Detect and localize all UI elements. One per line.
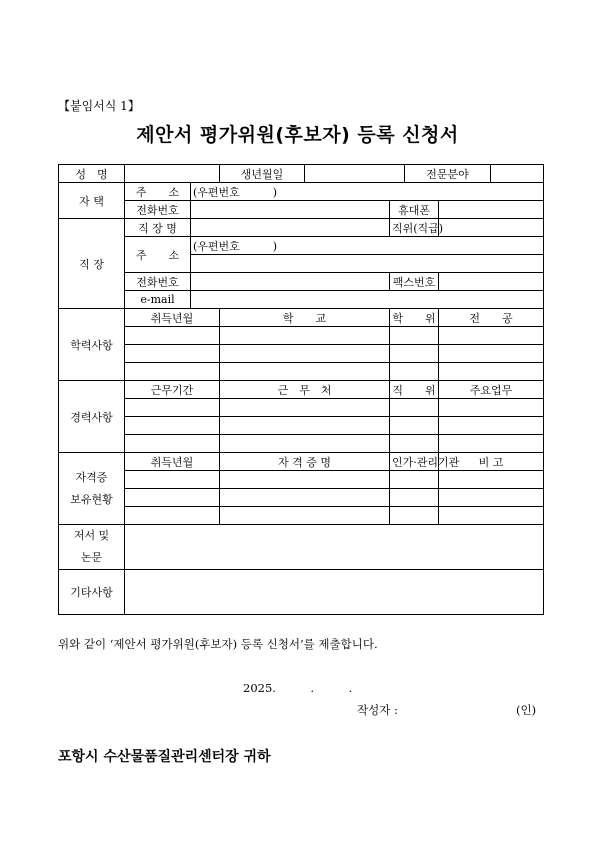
submission-statement: 위와 같이 ‘제안서 평가위원(후보자) 등록 신청서’를 제출합니다.: [58, 637, 378, 651]
mobile-label: 휴대폰: [390, 201, 439, 219]
seal-mark: (인): [516, 703, 537, 717]
papers-label-line1: 저서 및: [73, 529, 110, 542]
education-header: 학 위: [390, 309, 439, 327]
license-row: [59, 489, 544, 507]
birth-field[interactable]: [305, 165, 405, 183]
work-address-field[interactable]: (우편번호 ): [191, 237, 544, 255]
license-header: 인가·관리기관: [390, 453, 439, 471]
position-field[interactable]: [439, 219, 544, 237]
work-address-extra-field[interactable]: [191, 255, 544, 273]
other-field[interactable]: [125, 570, 544, 615]
license-header: 비 고: [439, 453, 544, 471]
attachment-label: 【붙임서식 1】: [58, 99, 140, 113]
papers-label: [59, 525, 125, 570]
education-row: [59, 363, 544, 381]
license-label-line1: 자격증: [75, 470, 108, 484]
home-section-label: 자 택: [59, 183, 125, 219]
field-value[interactable]: [491, 165, 544, 183]
email-field[interactable]: [191, 291, 544, 309]
career-header: 주요업무: [439, 381, 544, 399]
home-phone-field[interactable]: [191, 201, 390, 219]
education-row: [59, 327, 544, 345]
education-section-label: 학력사항: [59, 309, 125, 381]
career-row: [59, 399, 544, 417]
company-field[interactable]: [191, 219, 390, 237]
home-address-field[interactable]: (우편번호 ): [191, 183, 544, 201]
education-row: [59, 345, 544, 363]
papers-label-line2: 논문: [80, 551, 103, 564]
education-header: 전 공: [439, 309, 544, 327]
work-address-label: 주 소: [125, 237, 191, 273]
recipient: 포항시 수산물품질관리센터장 귀하: [58, 749, 271, 765]
work-phone-label: 전화번호: [125, 273, 191, 291]
field-label: 전문분야: [405, 165, 491, 183]
name-field[interactable]: [125, 165, 220, 183]
work-phone-field[interactable]: [191, 273, 390, 291]
page-title: 제안서 평가위원(후보자) 등록 신청서: [136, 124, 459, 146]
license-section-label: [59, 453, 125, 525]
career-header: 근무기간: [125, 381, 220, 399]
license-row: [59, 471, 544, 489]
education-header: 학 교: [220, 309, 390, 327]
other-label: 기타사항: [59, 570, 125, 615]
submission-date: 2025. . .: [243, 681, 353, 695]
career-section-label: 경력사항: [59, 381, 125, 453]
license-header: 취득년월: [125, 453, 220, 471]
name-label: 성 명: [59, 165, 125, 183]
license-label-line2: 보유현황: [70, 492, 113, 506]
birth-label: 생년월일: [220, 165, 305, 183]
fax-field[interactable]: [439, 273, 544, 291]
career-row: [59, 435, 544, 453]
mobile-field[interactable]: [439, 201, 544, 219]
career-row: [59, 417, 544, 435]
papers-field[interactable]: [125, 525, 544, 570]
company-label: 직 장 명: [125, 219, 191, 237]
work-section-label: 직 장: [59, 219, 125, 309]
education-header: 취득년월: [125, 309, 220, 327]
email-label: e-mail: [125, 291, 191, 309]
home-phone-label: 전화번호: [125, 201, 191, 219]
writer-label: 작성자 :: [357, 703, 398, 717]
fax-label: 팩스번호: [390, 273, 439, 291]
home-address-label: 주 소: [125, 183, 191, 201]
license-row: [59, 507, 544, 525]
career-header: 직 위: [390, 381, 439, 399]
license-header: 자 격 증 명: [220, 453, 390, 471]
application-form-table: [58, 164, 544, 615]
career-header: 근 무 처: [220, 381, 390, 399]
position-label: 직위(직급): [390, 219, 439, 237]
